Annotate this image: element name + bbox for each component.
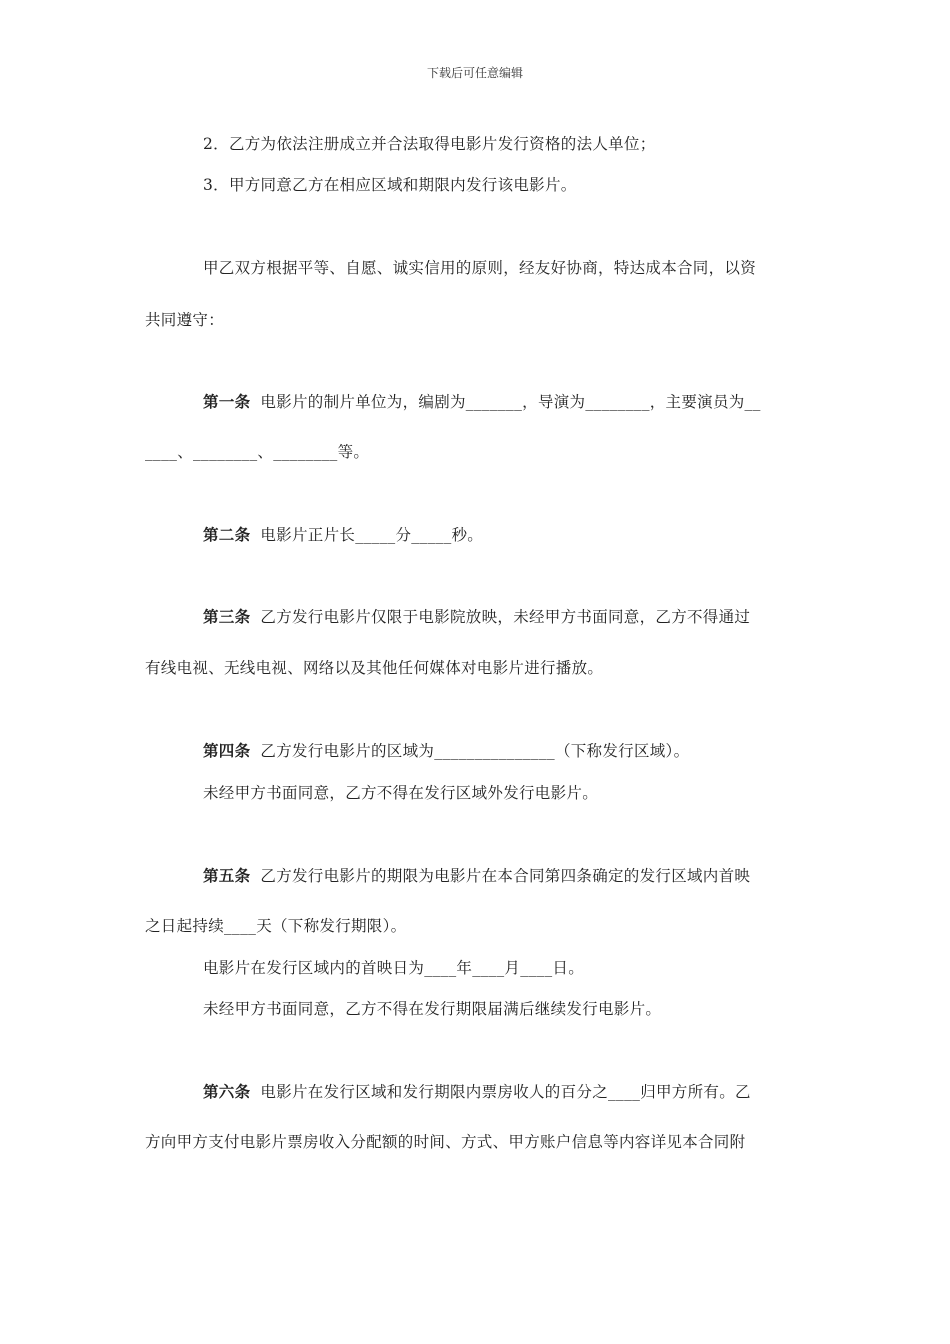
article-1-title: 第一条 — [203, 392, 251, 411]
article-6-line-2: 方向甲方支付电影片票房收入分配额的时间、方式、甲方账户信息等内容详见本合同附 — [145, 1133, 746, 1151]
preamble-line-1: 甲乙双方根据平等、自愿、诚实信用的原则，经友好协商，特达成本合同，以资 — [203, 259, 757, 277]
article-2-text: 电影片正片长_____分_____秒。 — [260, 526, 484, 544]
article-6-text: 电影片在发行区域和发行期限内票房收人的百分之____归甲方所有。乙 — [260, 1083, 751, 1101]
article-2-line-1 — [203, 524, 483, 546]
article-1-text: 电影片的制片单位为，编剧为_______，导演为________，主要演员为__ — [260, 393, 761, 411]
article-3-title: 第三条 — [203, 607, 251, 626]
article-6-line-1 — [203, 1081, 751, 1103]
clause-item-2: 2．乙方为依法注册成立并合法取得电影片发行资格的法人单位； — [203, 135, 656, 153]
article-5-line-4: 未经甲方书面同意，乙方不得在发行期限届满后继续发行电影片。 — [203, 1000, 662, 1018]
article-2-title: 第二条 — [203, 525, 251, 544]
article-4-title: 第四条 — [203, 741, 251, 760]
page-header: 下载后可任意编辑 — [426, 66, 523, 80]
article-3-line-2: 有线电视、无线电视、网络以及其他任何媒体对电影片进行播放。 — [145, 659, 604, 677]
article-4-line-1 — [203, 740, 689, 762]
article-3-text: 乙方发行电影片仅限于电影院放映，未经甲方书面同意，乙方不得通过 — [260, 608, 751, 626]
article-5-line-2: 之日起持续____天（下称发行期限）。 — [145, 917, 407, 935]
article-3-line-1 — [203, 606, 750, 628]
article-4-text: 乙方发行电影片的区域为_______________（下称发行区域）。 — [260, 742, 690, 760]
article-5-title: 第五条 — [203, 866, 251, 885]
preamble-line-2: 共同遵守： — [145, 311, 225, 329]
article-4-line-2: 未经甲方书面同意，乙方不得在发行区域外发行电影片。 — [203, 784, 599, 802]
article-1-line-1 — [203, 391, 761, 413]
clause-item-3: 3．甲方同意乙方在相应区域和期限内发行该电影片。 — [203, 176, 577, 194]
article-5-line-1 — [203, 865, 750, 887]
article-6-title: 第六条 — [203, 1082, 251, 1101]
article-5-text: 乙方发行电影片的期限为电影片在本合同第四条确定的发行区域内首映 — [260, 867, 751, 885]
article-1-line-2: ____、________、________等。 — [145, 443, 370, 461]
article-5-line-3: 电影片在发行区域内的首映日为____年____月____日。 — [203, 959, 585, 977]
